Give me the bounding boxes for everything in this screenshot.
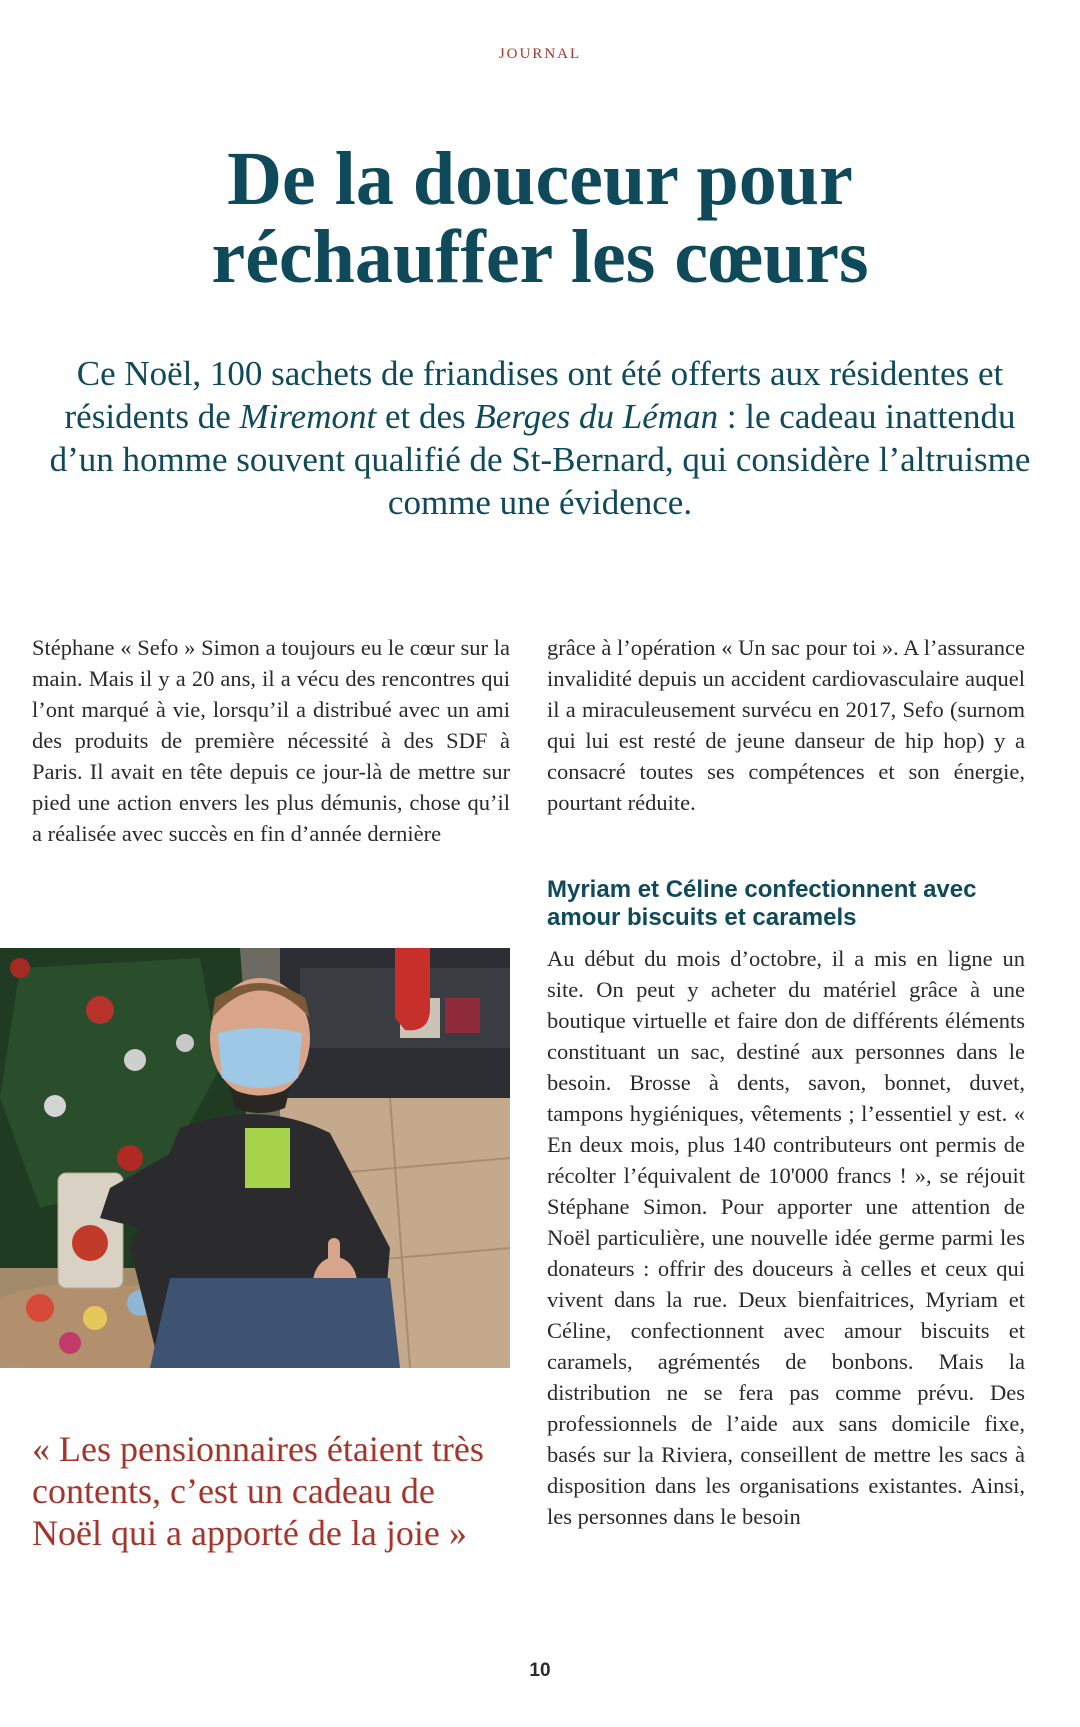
article-photo xyxy=(0,948,510,1368)
ornament-red xyxy=(10,958,30,978)
title-line-2: réchauffer les cœurs xyxy=(211,215,869,299)
section-subheading: Myriam et Céline confectionnent avec amour biscuits et caramels xyxy=(547,876,977,931)
ornament-silver xyxy=(44,1095,66,1117)
lede-part-3: : le cadeau inattendu d’un homme souvent qualifié de St-Bernard, qui considère l’altruisme comme une évidence. xyxy=(49,397,1031,522)
lede-place-2: Berges du Léman xyxy=(474,397,719,436)
body-column-left xyxy=(32,632,510,849)
ornament-silver xyxy=(176,1034,194,1052)
title-line-1: De la douceur pour xyxy=(227,137,853,221)
body-column-right-top xyxy=(547,632,1025,818)
body-column-right xyxy=(547,943,1025,1532)
lede-part-2: et des xyxy=(376,397,475,436)
ornament-silver xyxy=(124,1049,146,1071)
paragraph-intro: Stéphane « Sefo » Simon a toujours eu le cœur sur la main. Mais il y a 20 ans, il a vécu des rencontres qui l’ont marqué à vie, lorsqu’il a distribué avec un ami des produits de première nécessité à des SDF à Paris. Il avait en tête depuis ce jour-là de mettre sur pied une action envers les plus démunis, chose qu’il a réalisée avec succès en fin d’année dernière xyxy=(32,635,510,846)
section-label: JOURNAL xyxy=(498,46,582,62)
page-number: 10 xyxy=(529,1660,551,1681)
paragraph-main: Au début du mois d’octobre, il a mis en ligne un site. On peut y acheter du matériel grâce à une boutique virtuelle et faire don de différents éléments constituant un sac, destiné aux personnes dans le besoin. Brosse à dents, savon, bonnet, duvet, tampons hygiéniques, vêtements ; l’essentiel y est. « En deux mois, plus 140 contributeurs ont permis de récolter l’équivalent de 10'000 francs ! », se réjouit Stéphane Simon. Pour apporter une attention de Noël particulière, une nouvelle idée germe parmi les donateurs : offrir des douceurs à celles et ceux qui vivent dans la rue. Deux bienfaitrices, Myriam et Céline, confectionnent avec amour biscuits et caramels, agrémentés de bonbons. Mais la distribution ne se fera pas comme prévu. Des professionnels de l’aide aux sans domicile fixe, basés sur la Riviera, conseillent de mettre les sacs à disposition dans les organisations existantes. Ainsi, les personnes dans le besoin xyxy=(547,946,1025,1529)
lede-part-1: Ce Noël, 100 sachets de friandises ont été offerts aux résidentes et résidents de xyxy=(64,354,1004,436)
article-title xyxy=(40,137,1040,299)
ornament-red xyxy=(86,996,114,1024)
article-lede xyxy=(30,352,1050,524)
photo-illustration xyxy=(0,948,510,1368)
lede-place-1: Miremont xyxy=(239,397,377,436)
paragraph-continued: grâce à l’opération « Un sac pour toi ». A l’assurance invalidité depuis un accident cardiovasculaire auquel il a miraculeusement survécu en 2017, Sefo (surnom qui lui est resté de jeune danseur de hip hop) y a consacré toutes ses compétences et son énergie, pourtant réduite. xyxy=(547,635,1025,815)
pull-quote: « Les pensionnaires étaient très contents, c’est un cadeau de Noël qui a apporté de la joie » xyxy=(32,1429,484,1553)
ornament-red xyxy=(117,1145,143,1171)
